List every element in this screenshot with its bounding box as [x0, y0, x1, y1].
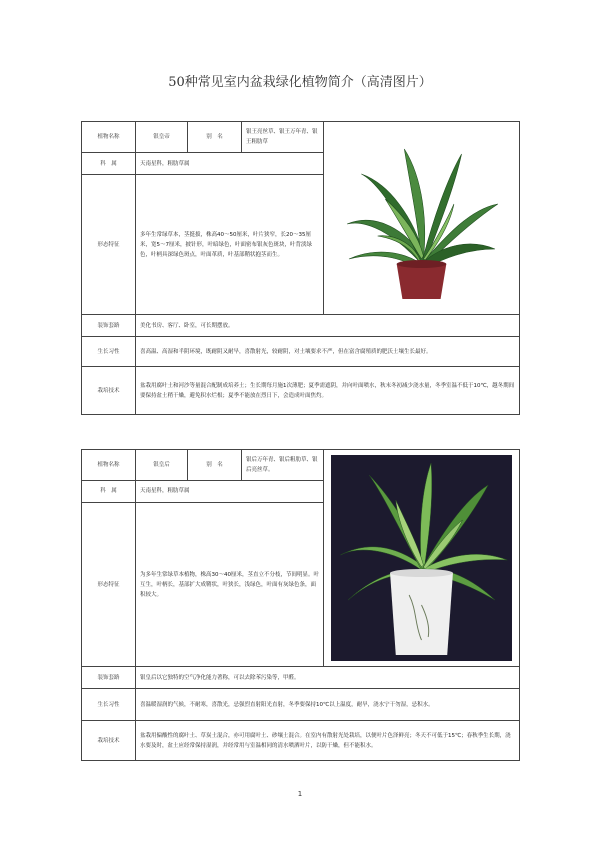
page-title: 50种常见室内盆栽绿化植物简介（高清图片） — [168, 75, 432, 90]
plant-habit: 喜温暖湿润的气候，不耐寒，喜散光，忌强烈直射阳光直射，冬季要保持10℃以上温度，耐旱，浇水宁干勿湿，忌积水。 — [136, 689, 520, 721]
plant-name: 银皇帝 — [136, 122, 188, 153]
plant-care: 盆栽用偏酸性的腐叶土、草炭土混合，亦可用腐叶土、砂壤土混合。在室内有散射光处栽培，以便叶片色泽鲜亮；冬天不可低于15℃；春秋季生长期，浇水要及时，盆土应经常保持湿润，并经常用与室温相同的清水喷洒叶片，以防干燥，但不能积水。 — [136, 721, 520, 761]
care-label: 栽培技术 — [82, 367, 136, 415]
alias-label: 别 名 — [188, 122, 242, 153]
plant-family: 天南星科，粗肋草属 — [136, 152, 324, 175]
plant-care: 盆栽用腐叶土和河沙等量混合配制成培养土；生长期每月施1次薄肥；夏季需遮阴，并向叶面喷水，秋末冬初减少浇水量，冬季室温不低于10℃，越冬期间要保持盆土稍干燥，避免积水烂根；夏季不能放在烈日下，会造成叶面焦灼。 — [136, 367, 520, 415]
care-label: 栽培技术 — [82, 721, 136, 761]
page-number: 1 — [297, 790, 303, 798]
name-label: 植物名称 — [82, 450, 136, 481]
morph-label: 形态特征 — [82, 175, 136, 315]
plant-morphology: 为多年生常绿草本植物，株高30～40厘米，茎直立不分枝，节间明显。叶互生，叶柄长，基部扩大成鞘状，叶狭长，浅绿色，叶面有灰绿色条，面积较大。 — [136, 503, 324, 667]
plant-decoration: 美化书房、客厅、卧室，可长期摆放。 — [136, 315, 520, 337]
habit-label: 生长习性 — [82, 689, 136, 721]
plant-alias: 银后万年青、银后粗肋草、银后亮丝草。 — [242, 450, 324, 481]
plant-photo-cell — [324, 122, 520, 315]
plant-table-1 — [81, 121, 520, 415]
morph-label: 形态特征 — [82, 503, 136, 667]
plant-photo-1-icon — [328, 124, 515, 312]
family-label: 科 属 — [82, 152, 136, 175]
plant-alias: 银王亮丝草、银王万年青、银王粗肋草 — [242, 122, 324, 153]
plant-photo-cell — [324, 450, 520, 667]
deco-label: 装饰套路 — [82, 667, 136, 689]
name-label: 植物名称 — [82, 122, 136, 153]
plant-name: 银皇后 — [136, 450, 188, 481]
plant-habit: 喜高温、高湿和半阴环境，既耐阴又耐旱，喜散射光，较耐阴，对土壤要求不严，但在富含腐殖质的肥沃土壤生长最好。 — [136, 337, 520, 367]
habit-label: 生长习性 — [82, 337, 136, 367]
plant-photo-2-icon — [328, 452, 515, 664]
plant-table-2 — [81, 449, 520, 761]
family-label: 科 属 — [82, 480, 136, 503]
deco-label: 装饰套路 — [82, 315, 136, 337]
plant-family: 天南星科，粗肋草属 — [136, 480, 324, 503]
alias-label: 别 名 — [188, 450, 242, 481]
plant-decoration: 银皇后以它独特的空气净化能力著称，可以去除苯污染等，甲醛。 — [136, 667, 520, 689]
plant-morphology: 多年生常绿草本，茎挺拔，株高40～50厘米，叶片狭窄，长20～35厘米，宽5～7厘米，披针形，叶暗绿色，叶面密布银灰色斑块，叶背淡绿色，叶柄具深绿色斑点，叶面革质，叶基部鞘状抱茎而生。 — [136, 175, 324, 315]
